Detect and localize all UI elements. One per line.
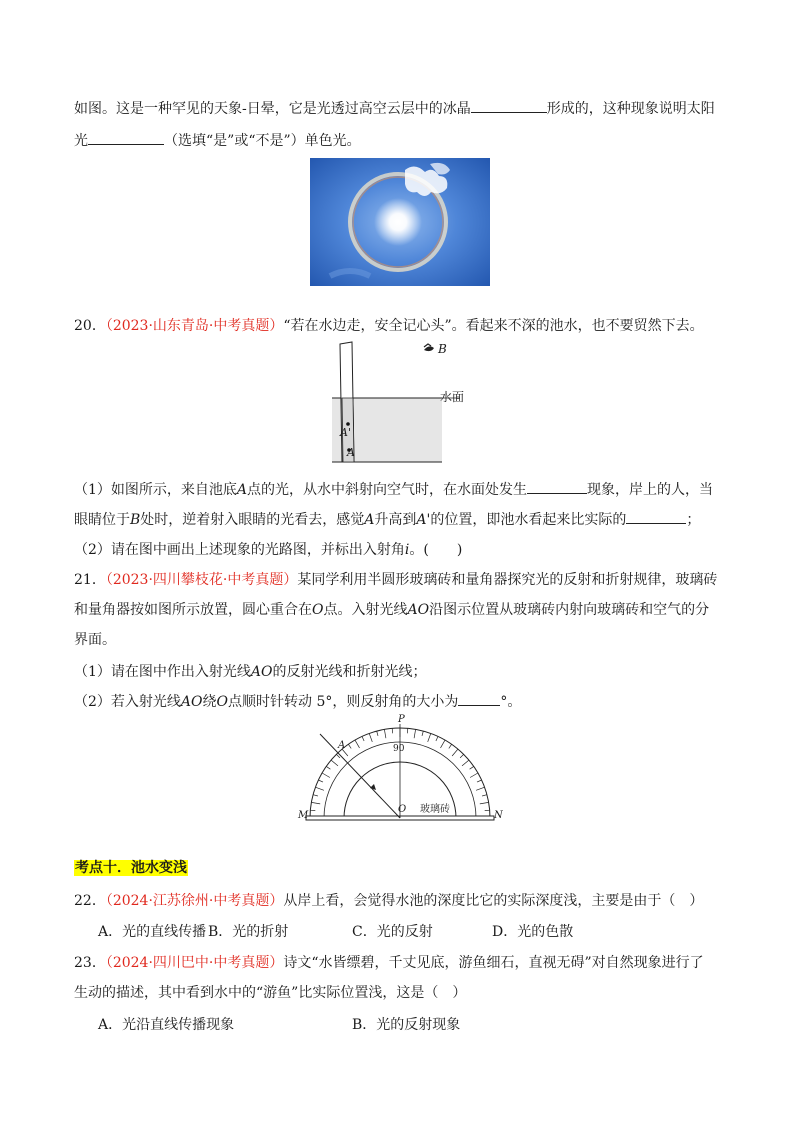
q21-stem-3: 界面。	[74, 632, 116, 648]
protractor-tick	[313, 795, 318, 796]
q21-stem-2: 和量角器按如图所示放置，圆心重合在O点。入射光线AO沿图示位置从玻璃砖内射向玻璃砖和空气的分	[74, 602, 710, 618]
question-source: （2024·江苏徐州·中考真题）	[105, 893, 284, 909]
protractor-tick	[384, 729, 386, 738]
q20-part2: （2）请在图中画出上述现象的光路图，并标出入射角i。( )	[74, 542, 463, 558]
label-O: O	[398, 804, 407, 815]
protractor-tick	[414, 729, 416, 738]
protractor-tick	[452, 749, 458, 756]
label-A: A	[347, 446, 355, 459]
option-A[interactable]: A．光沿直线传播现象	[98, 1017, 235, 1033]
intro-text: 形成的，这种现象说明太阳	[546, 101, 715, 117]
protractor-tick	[449, 744, 452, 748]
pool-figure	[324, 338, 484, 470]
label-A-prime: A'	[340, 426, 351, 439]
protractor-tick	[331, 760, 338, 766]
sun-halo-photo	[310, 158, 490, 286]
label-B: B	[438, 342, 447, 356]
q20-part1-line2: 眼睛位于B处时，逆着射入眼睛的光看去，感觉A升高到A'的位置，即池水看起来比实际的 ；	[74, 512, 701, 528]
q21-part2: （2）若入射光线AO绕O点顺时针转动 5°，则反射角的大小为 °。	[74, 694, 522, 710]
protractor-tick	[480, 802, 489, 804]
protractor-tick	[318, 780, 323, 782]
protractor-tick	[362, 736, 364, 741]
option-A[interactable]: A．光的直线传播	[98, 924, 207, 940]
option-C[interactable]: C．光的反射	[352, 924, 433, 940]
protractor-tick	[326, 766, 330, 769]
answer-blank[interactable]	[626, 510, 686, 524]
intro-text: 光	[74, 133, 88, 149]
option-B[interactable]: B．光的反射现象	[352, 1017, 461, 1033]
label-90: 90	[393, 744, 405, 754]
q21-part1: （1）请在图中作出入射光线AO的反射光线和折射光线；	[74, 664, 427, 680]
question-number: 23．	[74, 955, 106, 971]
protractor-tick	[470, 773, 478, 778]
protractor-tick	[422, 731, 423, 736]
label-N: N	[494, 810, 503, 821]
protractor-tick	[311, 802, 320, 804]
q20-part1-line1: （1）如图所示，来自池底A点的光，从水中斜射向空气时，在水面处发生 现象，岸上的人，当	[74, 482, 714, 498]
answer-blank[interactable]	[471, 99, 547, 113]
q21-stem-1: 21．（2023·四川攀枝花·中考真题）某同学利用半圆形玻璃砖和量角器探究光的反射和折射规律，玻璃砖	[74, 572, 718, 588]
protractor-tick	[315, 787, 324, 790]
intro-text: 如图。这是一种罕见的天象-日晕，它是光透过高空云层中的冰晶	[74, 101, 471, 117]
question-text: “若在水边走，安全记心头”。看起来不深的池水，也不要贸然下去。	[283, 318, 704, 334]
protractor-tick	[322, 773, 330, 778]
protractor-figure	[296, 714, 506, 826]
question-number: 21．	[74, 572, 106, 588]
question-source: （2024·四川巴中·中考真题）	[105, 955, 284, 971]
option-D[interactable]: D．光的色散	[492, 924, 574, 940]
protractor-tick	[470, 766, 474, 769]
option-B[interactable]: B．光的折射	[208, 924, 289, 940]
label-water-surface: 水面	[440, 390, 465, 404]
question-source: （2023·山东青岛·中考真题）	[105, 318, 284, 334]
protractor-tick	[377, 731, 378, 736]
q23-stem-2: 生动的描述，其中看到水中的“游鱼”比实际位置浅，这是（ ）	[74, 985, 467, 1001]
intro-text: （选填“是”或“不是”）单色光。	[164, 133, 361, 149]
protractor-tick	[428, 733, 431, 742]
protractor-tick	[369, 733, 372, 742]
protractor-tick	[482, 795, 487, 796]
label-A: A	[338, 740, 346, 751]
label-glass-brick: 玻璃砖	[420, 804, 450, 815]
protractor-tick	[460, 754, 464, 758]
question-text: 从岸上看，会觉得水池的深度比它的实际深度浅，主要是由于（ ）	[283, 893, 704, 909]
q22-stem	[74, 891, 726, 911]
intro-line-1	[74, 99, 726, 119]
protractor-tick	[436, 736, 438, 741]
q23-stem-1: 23．（2024·四川巴中·中考真题）诗文“水皆缥碧，千丈见底，游鱼细石，直视无碍”对自然现象进行了	[74, 955, 704, 971]
answer-blank[interactable]	[88, 131, 164, 145]
section-title: 考点十．池水变浅	[75, 860, 187, 876]
answer-blank[interactable]	[527, 480, 587, 494]
protractor-tick	[477, 780, 482, 782]
label-M: M	[298, 810, 309, 821]
answer-blank[interactable]	[458, 692, 500, 706]
question-number: 22．	[74, 893, 106, 909]
protractor-tick	[476, 787, 485, 790]
protractor-tick	[462, 760, 469, 766]
intro-line-2	[74, 131, 726, 151]
protractor-tick	[348, 744, 351, 748]
protractor-tick	[355, 740, 360, 748]
question-number: 20．	[74, 318, 106, 334]
question-source: （2023·四川攀枝花·中考真题）	[105, 572, 298, 588]
section-heading	[74, 858, 726, 878]
label-P: P	[398, 714, 405, 725]
q20-stem	[74, 316, 726, 336]
protractor-tick	[441, 740, 446, 748]
